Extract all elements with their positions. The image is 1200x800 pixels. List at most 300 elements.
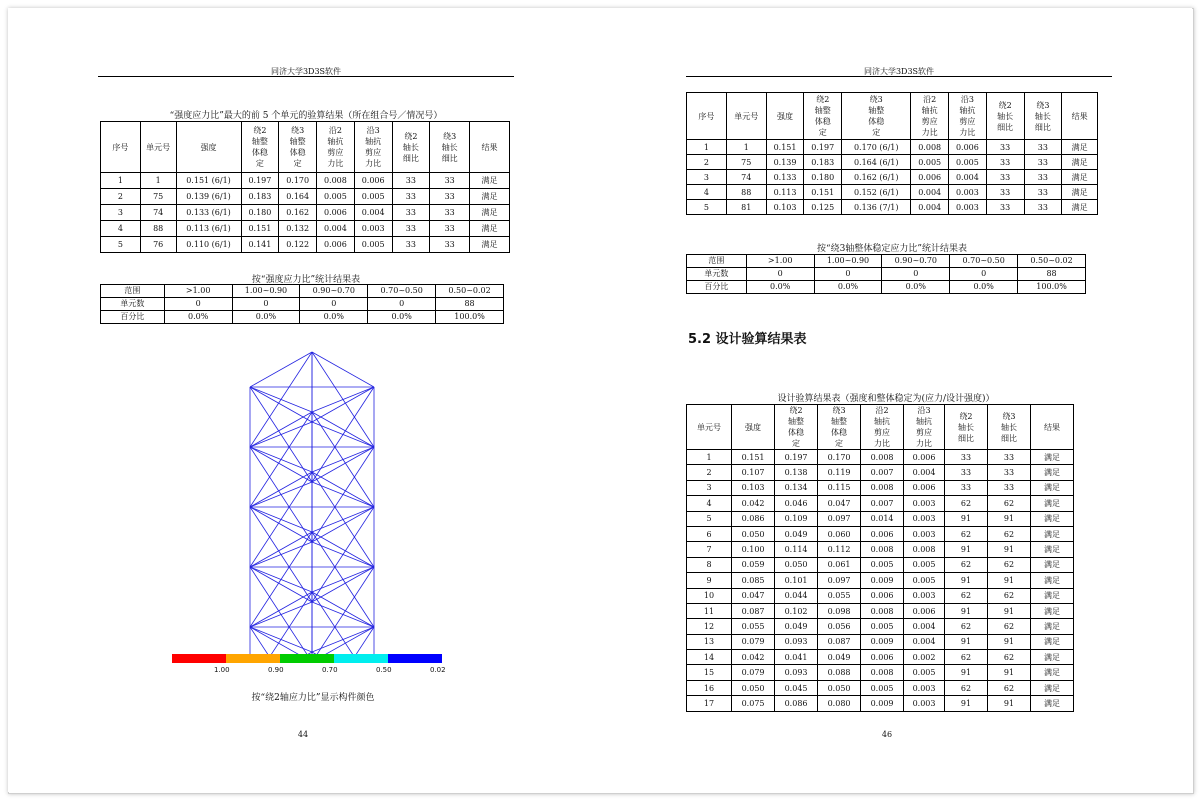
table-row [687,696,1074,711]
table-cell: 33 [430,173,470,189]
table-cell: 1 [687,140,727,155]
frame-member [312,532,374,567]
table-cell: 0.004 [911,185,949,200]
column-header: 沿2 轴抗 剪应 力比 [861,405,904,450]
table-cell: 1 [687,450,732,465]
table-cell: 满足 [1030,465,1073,480]
table-cell: 91 [987,634,1030,649]
column-header: 绕2 轴长 细比 [944,405,987,450]
table-row [101,173,510,189]
frame-member [250,507,312,602]
table-cell: 62 [987,496,1030,511]
table-cell: 33 [1024,200,1062,215]
table-cell: 0.003 [904,496,945,511]
table-cell: 1 [726,140,766,155]
table-cell: 0 [164,298,232,311]
table-cell: 0.151 [732,450,775,465]
table-cell: 0.005 [861,619,904,634]
table-cell: 0 [950,268,1018,281]
right-page [600,8,1192,792]
column-header: 绕2 轴长 细比 [392,122,430,173]
table-cell: 4 [687,496,732,511]
table-cell: 2 [687,155,727,170]
table-cell: 0.183 [241,189,279,205]
table-cell: 0.0% [164,311,232,324]
frame-member [250,532,312,567]
frame-member [250,387,312,422]
table-row [101,205,510,221]
page-header: 同济大学3D3S软件 [270,67,342,76]
table-cell: 0.152 (6/1) [842,185,911,200]
table-caption: 按“绕3轴整体稳定应力比”统计结果表 [817,244,967,254]
table-cell: 0.162 [279,205,317,221]
table-cell: 91 [944,573,987,588]
table-cell: 17 [687,696,732,711]
table-cell: 0.004 [354,205,392,221]
table-cell: 满足 [1030,450,1073,465]
table-cell: 0.136 (7/1) [842,200,911,215]
table-cell: 0.005 [904,573,945,588]
frame-member [250,627,312,656]
table-cell: 0.097 [818,511,861,526]
table-cell: 0.151 [766,140,804,155]
frame-member [312,627,374,656]
table-cell: 0.046 [775,496,818,511]
table-cell: 62 [944,588,987,603]
legend-swatch [334,654,388,663]
table-cell: 0.006 [861,526,904,541]
table-cell: 0.055 [818,588,861,603]
table-cell: 0.005 [911,155,949,170]
table-row [687,588,1074,603]
table-cell: 0.008 [861,480,904,495]
table-cell: 0.005 [317,189,355,205]
table-row [687,665,1074,680]
frame-member [250,532,312,627]
left-page [8,8,600,792]
table-cell: 0.134 [775,480,818,495]
column-header: 沿2 轴抗 剪应 力比 [911,93,949,140]
table-cell: 0.141 [241,237,279,253]
frame-member [250,567,312,602]
frame-member [312,447,374,482]
table-cell: 12 [687,619,732,634]
frame-member [312,447,374,472]
table-cell: 0.113 [766,185,804,200]
table-cell: 62 [944,650,987,665]
table-cell: 0.122 [279,237,317,253]
table-cell: 88 [436,298,504,311]
table-row [687,140,1098,155]
page-number: 46 [881,730,893,739]
table-cell: 0.087 [732,603,775,618]
table-cell: 满足 [1030,680,1073,695]
table-cell: 2 [687,465,732,480]
frame-member [312,507,374,542]
table-cell: 10 [687,588,732,603]
table-cell: 0.050 [818,680,861,695]
section-title: 5.2 设计验算结果表 [688,332,807,347]
table-caption: “强度应力比”最大的前 5 个单元的验算结果（所在组合号／情况号） [169,111,443,121]
table-cell: 满足 [1030,696,1073,711]
column-header: 0.70~0.50 [950,255,1018,268]
table-cell: 62 [987,557,1030,572]
table-row [687,450,1074,465]
table-cell: 0.008 [904,542,945,557]
column-header: 绕2 轴长 细比 [986,93,1024,140]
table-cell: 0 [814,268,882,281]
table-cell: 满足 [470,221,510,237]
table-cell: 0.164 (6/1) [842,155,911,170]
table-cell: 0.006 [317,237,355,253]
table-cell: 4 [101,221,141,237]
table-cell: 0.050 [732,680,775,695]
table-row [687,155,1098,170]
design-check-results-table [686,404,1074,712]
table-cell: 0.006 [904,603,945,618]
table-cell: 0.093 [775,665,818,680]
table-cell: 33 [987,480,1030,495]
column-header: 结果 [1030,405,1073,450]
table-cell: 0.113 (6/1) [176,221,241,237]
column-header: 绕3 轴长 细比 [1024,93,1062,140]
table-cell: 满足 [1030,650,1073,665]
table-cell: 0.119 [818,465,861,480]
table-cell: 62 [987,526,1030,541]
column-header: 0.70~0.50 [368,285,436,298]
table-cell: 0.109 [775,511,818,526]
table-cell: 0.125 [804,200,842,215]
table-cell: 0 [300,298,368,311]
table-cell: 88 [726,185,766,200]
table-cell: 满足 [1030,542,1073,557]
table-cell: 0.079 [732,634,775,649]
table-cell: 0.008 [861,603,904,618]
table-cell: 0.003 [904,526,945,541]
table-cell: 0.003 [949,185,987,200]
frame-member [250,507,312,542]
table-cell: 0.003 [904,696,945,711]
table-cell: 0.007 [861,465,904,480]
table-row [687,573,1074,588]
table-cell: 62 [987,680,1030,695]
column-header: 结果 [1062,93,1098,140]
table-cell: 8 [687,557,732,572]
table-cell: 33 [430,205,470,221]
table-cell: 0.170 (6/1) [842,140,911,155]
table-cell: 满足 [1030,588,1073,603]
table-cell: 满足 [1030,573,1073,588]
table-cell: 满足 [470,237,510,253]
table-cell: 满足 [1030,634,1073,649]
column-header: 0.50~0.02 [1018,255,1086,268]
table-cell: 0 [368,298,436,311]
table-cell: 0.004 [904,465,945,480]
table-row [101,311,504,324]
table-cell: 0.110 (6/1) [176,237,241,253]
column-header: >1.00 [164,285,232,298]
column-header: 绕3 轴长 细比 [987,405,1030,450]
table-cell: 满足 [470,189,510,205]
table-cell: 0.008 [317,173,355,189]
table-cell: 91 [987,511,1030,526]
table-caption: 按“强度应力比”统计结果表 [251,275,361,285]
column-header: 绕3 轴长 细比 [430,122,470,173]
top5-stability-table [686,92,1098,215]
table-cell: 1 [101,173,141,189]
table-cell: 91 [987,665,1030,680]
table-row [101,298,504,311]
column-header: 单元号 [687,405,732,450]
frame-member [312,592,374,656]
table-cell: 0.0% [300,311,368,324]
table-cell: 91 [987,603,1030,618]
column-header: 强度 [766,93,804,140]
frame-member [250,472,312,507]
table-cell: 满足 [470,205,510,221]
legend-tick-label: 0.50 [376,666,392,674]
table-cell: 满足 [1062,185,1098,200]
table-cell: 75 [726,155,766,170]
table-cell: 0.056 [818,619,861,634]
table-cell: 0.041 [775,650,818,665]
table-row [687,185,1098,200]
table-cell: 0.042 [732,650,775,665]
table-cell: 0.0% [368,311,436,324]
table-cell: 33 [986,140,1024,155]
frame-member [250,412,312,447]
table-cell: 满足 [1030,619,1073,634]
table-cell: 91 [944,542,987,557]
table-cell: 33 [986,200,1024,215]
table-cell: 33 [430,237,470,253]
table-row [687,511,1074,526]
table-cell: 62 [944,557,987,572]
table-cell: 91 [987,542,1030,557]
table-cell: 91 [944,696,987,711]
frame-member [250,352,312,447]
table-caption: 设计验算结果表（强度和整体稳定为(应力/设计强度)） [777,394,995,404]
table-cell: 0.197 [241,173,279,189]
table-cell: 100.0% [1018,281,1086,294]
table-cell: 62 [944,526,987,541]
column-header: 0.90~0.70 [300,285,368,298]
table-row [687,526,1074,541]
table-cell: 62 [987,650,1030,665]
table-cell: 0.0% [746,281,814,294]
table-cell: 0.008 [861,542,904,557]
column-header: 绕2 轴整 体稳 定 [804,93,842,140]
table-header-row [687,93,1098,140]
column-header: 结果 [470,122,510,173]
table-cell: 满足 [1030,526,1073,541]
table-cell: 16 [687,680,732,695]
table-cell: 88 [1018,268,1086,281]
table-cell: 0.008 [861,450,904,465]
table-cell: 15 [687,665,732,680]
table-cell: 91 [987,696,1030,711]
table-cell: 0.139 (6/1) [176,189,241,205]
frame-member [250,447,312,482]
table-cell: 33 [430,221,470,237]
table-cell: 满足 [1030,665,1073,680]
table-cell: 满足 [1030,511,1073,526]
table-cell: 0.044 [775,588,818,603]
table-cell: 0.009 [861,696,904,711]
table-cell: 62 [987,619,1030,634]
frame-member [250,387,312,482]
column-header: 1.00~0.90 [814,255,882,268]
table-cell: 0.151 [241,221,279,237]
legend-tick-label: 0.70 [322,666,338,674]
structure-frame-drawing [236,346,386,656]
table-cell: 81 [726,200,766,215]
table-cell: 0.003 [904,680,945,695]
column-header: >1.00 [746,255,814,268]
table-cell: 33 [987,450,1030,465]
table-cell: 2 [101,189,141,205]
table-cell: 0.075 [732,696,775,711]
table-cell: 满足 [1062,140,1098,155]
frame-member [312,592,374,627]
top5-strength-table [100,121,510,253]
table-header-row [687,405,1074,450]
table-cell: 0.002 [904,650,945,665]
frame-member [250,592,312,656]
table-cell: 0.079 [732,665,775,680]
table-cell: 0.006 [861,588,904,603]
table-cell: 0.103 [766,200,804,215]
table-row [687,281,1086,294]
table-cell: 0.050 [732,526,775,541]
table-cell: 0.101 [775,573,818,588]
table-cell: 33 [1024,185,1062,200]
table-cell: 0.102 [775,603,818,618]
column-header: 强度 [732,405,775,450]
table-cell: 0.061 [818,557,861,572]
table-cell: 0.197 [775,450,818,465]
table-cell: 0.004 [904,634,945,649]
table-cell: 33 [430,189,470,205]
header-rule [98,76,514,77]
column-header: 范围 [687,255,747,268]
table-cell: 33 [987,465,1030,480]
table-cell: 0.100 [732,542,775,557]
frame-member [312,472,374,507]
table-row [687,634,1074,649]
table-cell: 33 [986,170,1024,185]
table-cell: 33 [392,205,430,221]
column-header: 单元号 [140,122,176,173]
table-cell: 0.005 [949,155,987,170]
column-header: 沿3 轴抗 剪应 力比 [354,122,392,173]
table-cell: 33 [986,155,1024,170]
table-cell: 91 [944,634,987,649]
table-cell: 0.005 [354,189,392,205]
table-cell: 0.112 [818,542,861,557]
table-cell: 满足 [1062,200,1098,215]
frame-member [312,567,374,602]
table-row [687,200,1098,215]
table-cell: 0.197 [804,140,842,155]
strength-ratio-stats-table [100,284,504,324]
table-cell: 0.005 [904,665,945,680]
table-cell: 0.006 [949,140,987,155]
legend-swatch [172,654,226,663]
table-cell: 满足 [1062,170,1098,185]
table-cell: 0.007 [861,496,904,511]
table-cell: 0.004 [904,619,945,634]
column-header: 0.50~0.02 [436,285,504,298]
table-cell: 0.103 [732,480,775,495]
table-cell: 74 [140,205,176,221]
column-header: 0.90~0.70 [882,255,950,268]
table-cell: 满足 [1062,155,1098,170]
table-cell: 91 [944,665,987,680]
table-row [687,170,1098,185]
frame-member [312,352,374,387]
table-cell: 5 [687,511,732,526]
frame-member [312,627,374,652]
column-header: 1.00~0.90 [232,285,300,298]
table-cell: 91 [944,511,987,526]
frame-member [250,592,312,627]
table-cell: 0.006 [354,173,392,189]
column-header: 绕2 轴整 体稳 定 [775,405,818,450]
column-header: 沿3 轴抗 剪应 力比 [904,405,945,450]
frame-member [250,447,312,542]
table-cell: 0.045 [775,680,818,695]
frame-member [312,412,374,447]
table-row [687,496,1074,511]
table-cell: 0.003 [354,221,392,237]
table-cell: 0.093 [775,634,818,649]
table-row [101,237,510,253]
column-header: 单元号 [726,93,766,140]
table-row [687,603,1074,618]
table-cell: 0 [232,298,300,311]
table-cell: 0.0% [950,281,1018,294]
table-cell: 3 [101,205,141,221]
table-cell: 0.097 [818,573,861,588]
column-header: 绕3 轴整 体稳 定 [842,93,911,140]
table-cell: 33 [392,221,430,237]
table-cell: 33 [944,465,987,480]
table-cell: 0.170 [279,173,317,189]
table-cell: 0.050 [775,557,818,572]
legend-tick-label: 0.90 [268,666,284,674]
table-cell: 满足 [470,173,510,189]
table-cell: 0.132 [279,221,317,237]
frame-member [250,412,312,507]
frame-member [250,567,312,656]
table-header-row [101,122,510,173]
table-cell: 33 [944,480,987,495]
table-cell: 0.042 [732,496,775,511]
table-cell: 62 [944,619,987,634]
table-cell: 0.049 [818,650,861,665]
table-cell: 0.005 [861,557,904,572]
table-cell: 百分比 [687,281,747,294]
table-cell: 0.047 [732,588,775,603]
table-cell: 0.009 [861,573,904,588]
table-cell: 0.162 (6/1) [842,170,911,185]
table-cell: 62 [944,680,987,695]
table-cell: 62 [987,588,1030,603]
table-cell: 76 [140,237,176,253]
legend-swatch [388,654,442,663]
table-cell: 0.088 [818,665,861,680]
